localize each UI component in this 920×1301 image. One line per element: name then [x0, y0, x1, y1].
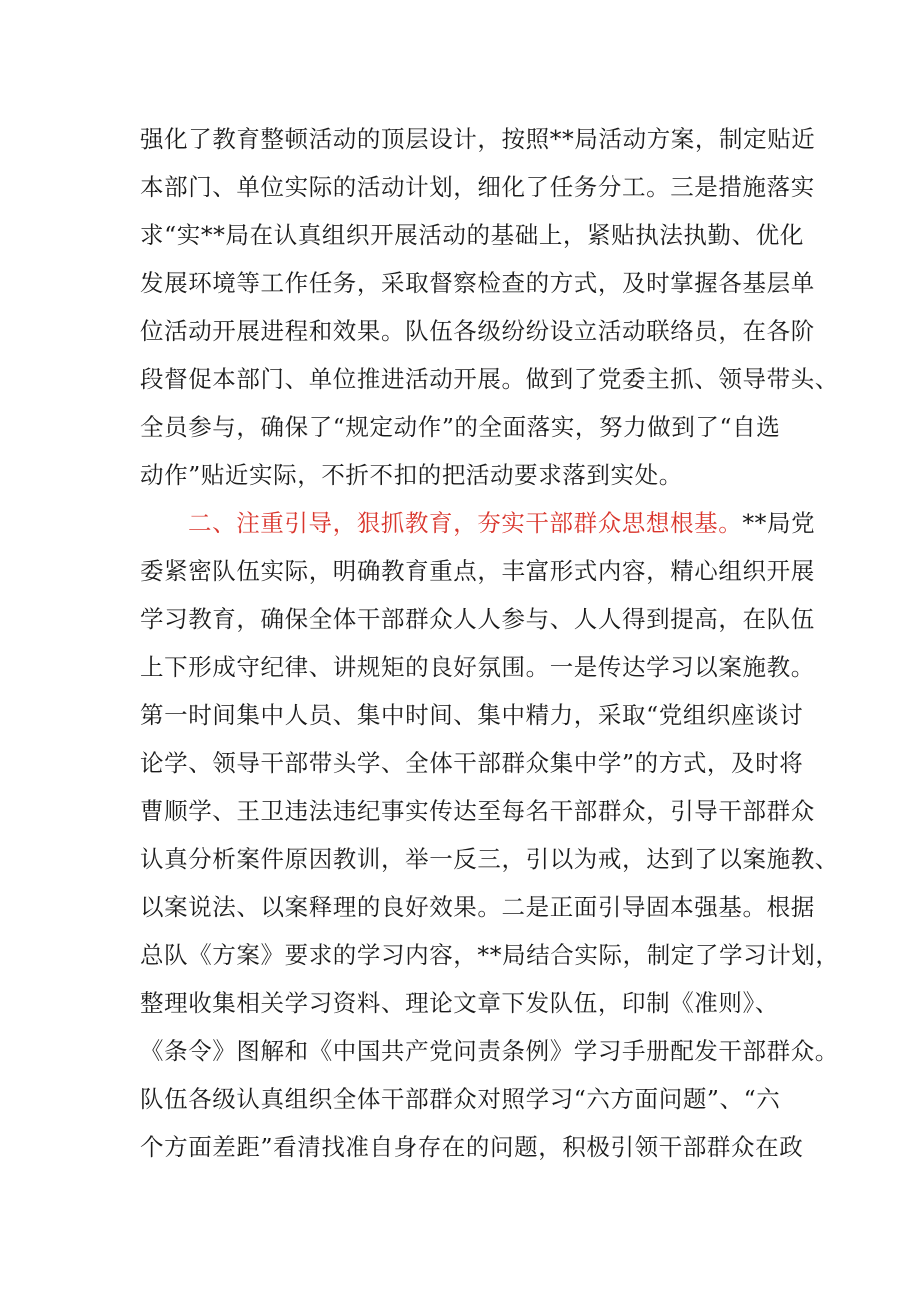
paragraph-1-line-1: 强化了教育整顿活动的顶层设计，按照**局活动方案，制定贴近 [140, 125, 816, 153]
section-heading: 二、注重引导，狠抓教育，夯实干部群众思想根基。 [188, 509, 743, 537]
paragraph-2-line-9: 以案说法、以案释理的良好效果。二是正面引导固本强基。根据 [140, 893, 815, 921]
paragraph-1-line-5: 位活动开展进程和效果。队伍各级纷纷设立活动联络员，在各阶 [140, 317, 815, 345]
paragraph-2-line-12: 《条令》图解和《中国共产党问责条例》学习手册配发干部群众。 [140, 1037, 839, 1065]
paragraph-2-line-2: 委紧密队伍实际，明确教育重点，丰富形式内容，精心组织开展 [140, 557, 815, 585]
paragraph-1-line-7: 全员参与，确保了“规定动作”的全面落实，努力做到了“自选 [140, 413, 781, 441]
paragraph-2-line-6: 论学、领导干部带头学、全体干部群众集中学”的方式，及时将 [140, 749, 804, 777]
paragraph-2-line-7: 曹顺学、王卫违法违纪事实传达至每名干部群众，引导干部群众 [140, 797, 815, 825]
paragraph-1-line-8: 动作”贴近实际，不折不扣的把活动要求落到实处。 [140, 461, 683, 489]
paragraph-2-line-10: 总队《方案》要求的学习内容，**局结合实际，制定了学习计划， [140, 941, 840, 969]
paragraph-1-line-3: 求“实**局在认真组织开展活动的基础上，紧贴执法执勤、优化 [140, 221, 804, 249]
paragraph-2-first-line [188, 507, 815, 539]
paragraph-2-line-13: 队伍各级认真组织全体干部群众对照学习“六方面问题”、“六 [140, 1085, 781, 1113]
paragraph-2-line-8: 认真分析案件原因教训，举一反三，引以为戒，达到了以案施教、 [140, 845, 839, 873]
paragraph-1-line-4: 发展环境等工作任务，采取督察检查的方式，及时掌握各基层单 [140, 269, 815, 297]
paragraph-2-line-3: 学习教育，确保全体干部群众人人参与、人人得到提高，在队伍 [140, 605, 815, 633]
paragraph-1-line-6: 段督促本部门、单位推进活动开展。做到了党委主抓、领导带头、 [140, 365, 839, 393]
paragraph-2-line-5: 第一时间集中人员、集中时间、集中精力，采取“党组织座谈讨 [140, 701, 804, 729]
paragraph-2-line-11: 整理收集相关学习资料、理论文章下发队伍，印制《准则》、 [140, 989, 779, 1017]
paragraph-2-line-14: 个方面差距”看清找准自身存在的问题，积极引领干部群众在政 [140, 1133, 804, 1161]
paragraph-1-line-2: 本部门、单位实际的活动计划，细化了任务分工。三是措施落实 [140, 173, 815, 201]
paragraph-2-line-4: 上下形成守纪律、讲规矩的良好氛围。一是传达学习以案施教。 [140, 653, 815, 681]
section-heading-tail: **局党 [742, 509, 816, 537]
